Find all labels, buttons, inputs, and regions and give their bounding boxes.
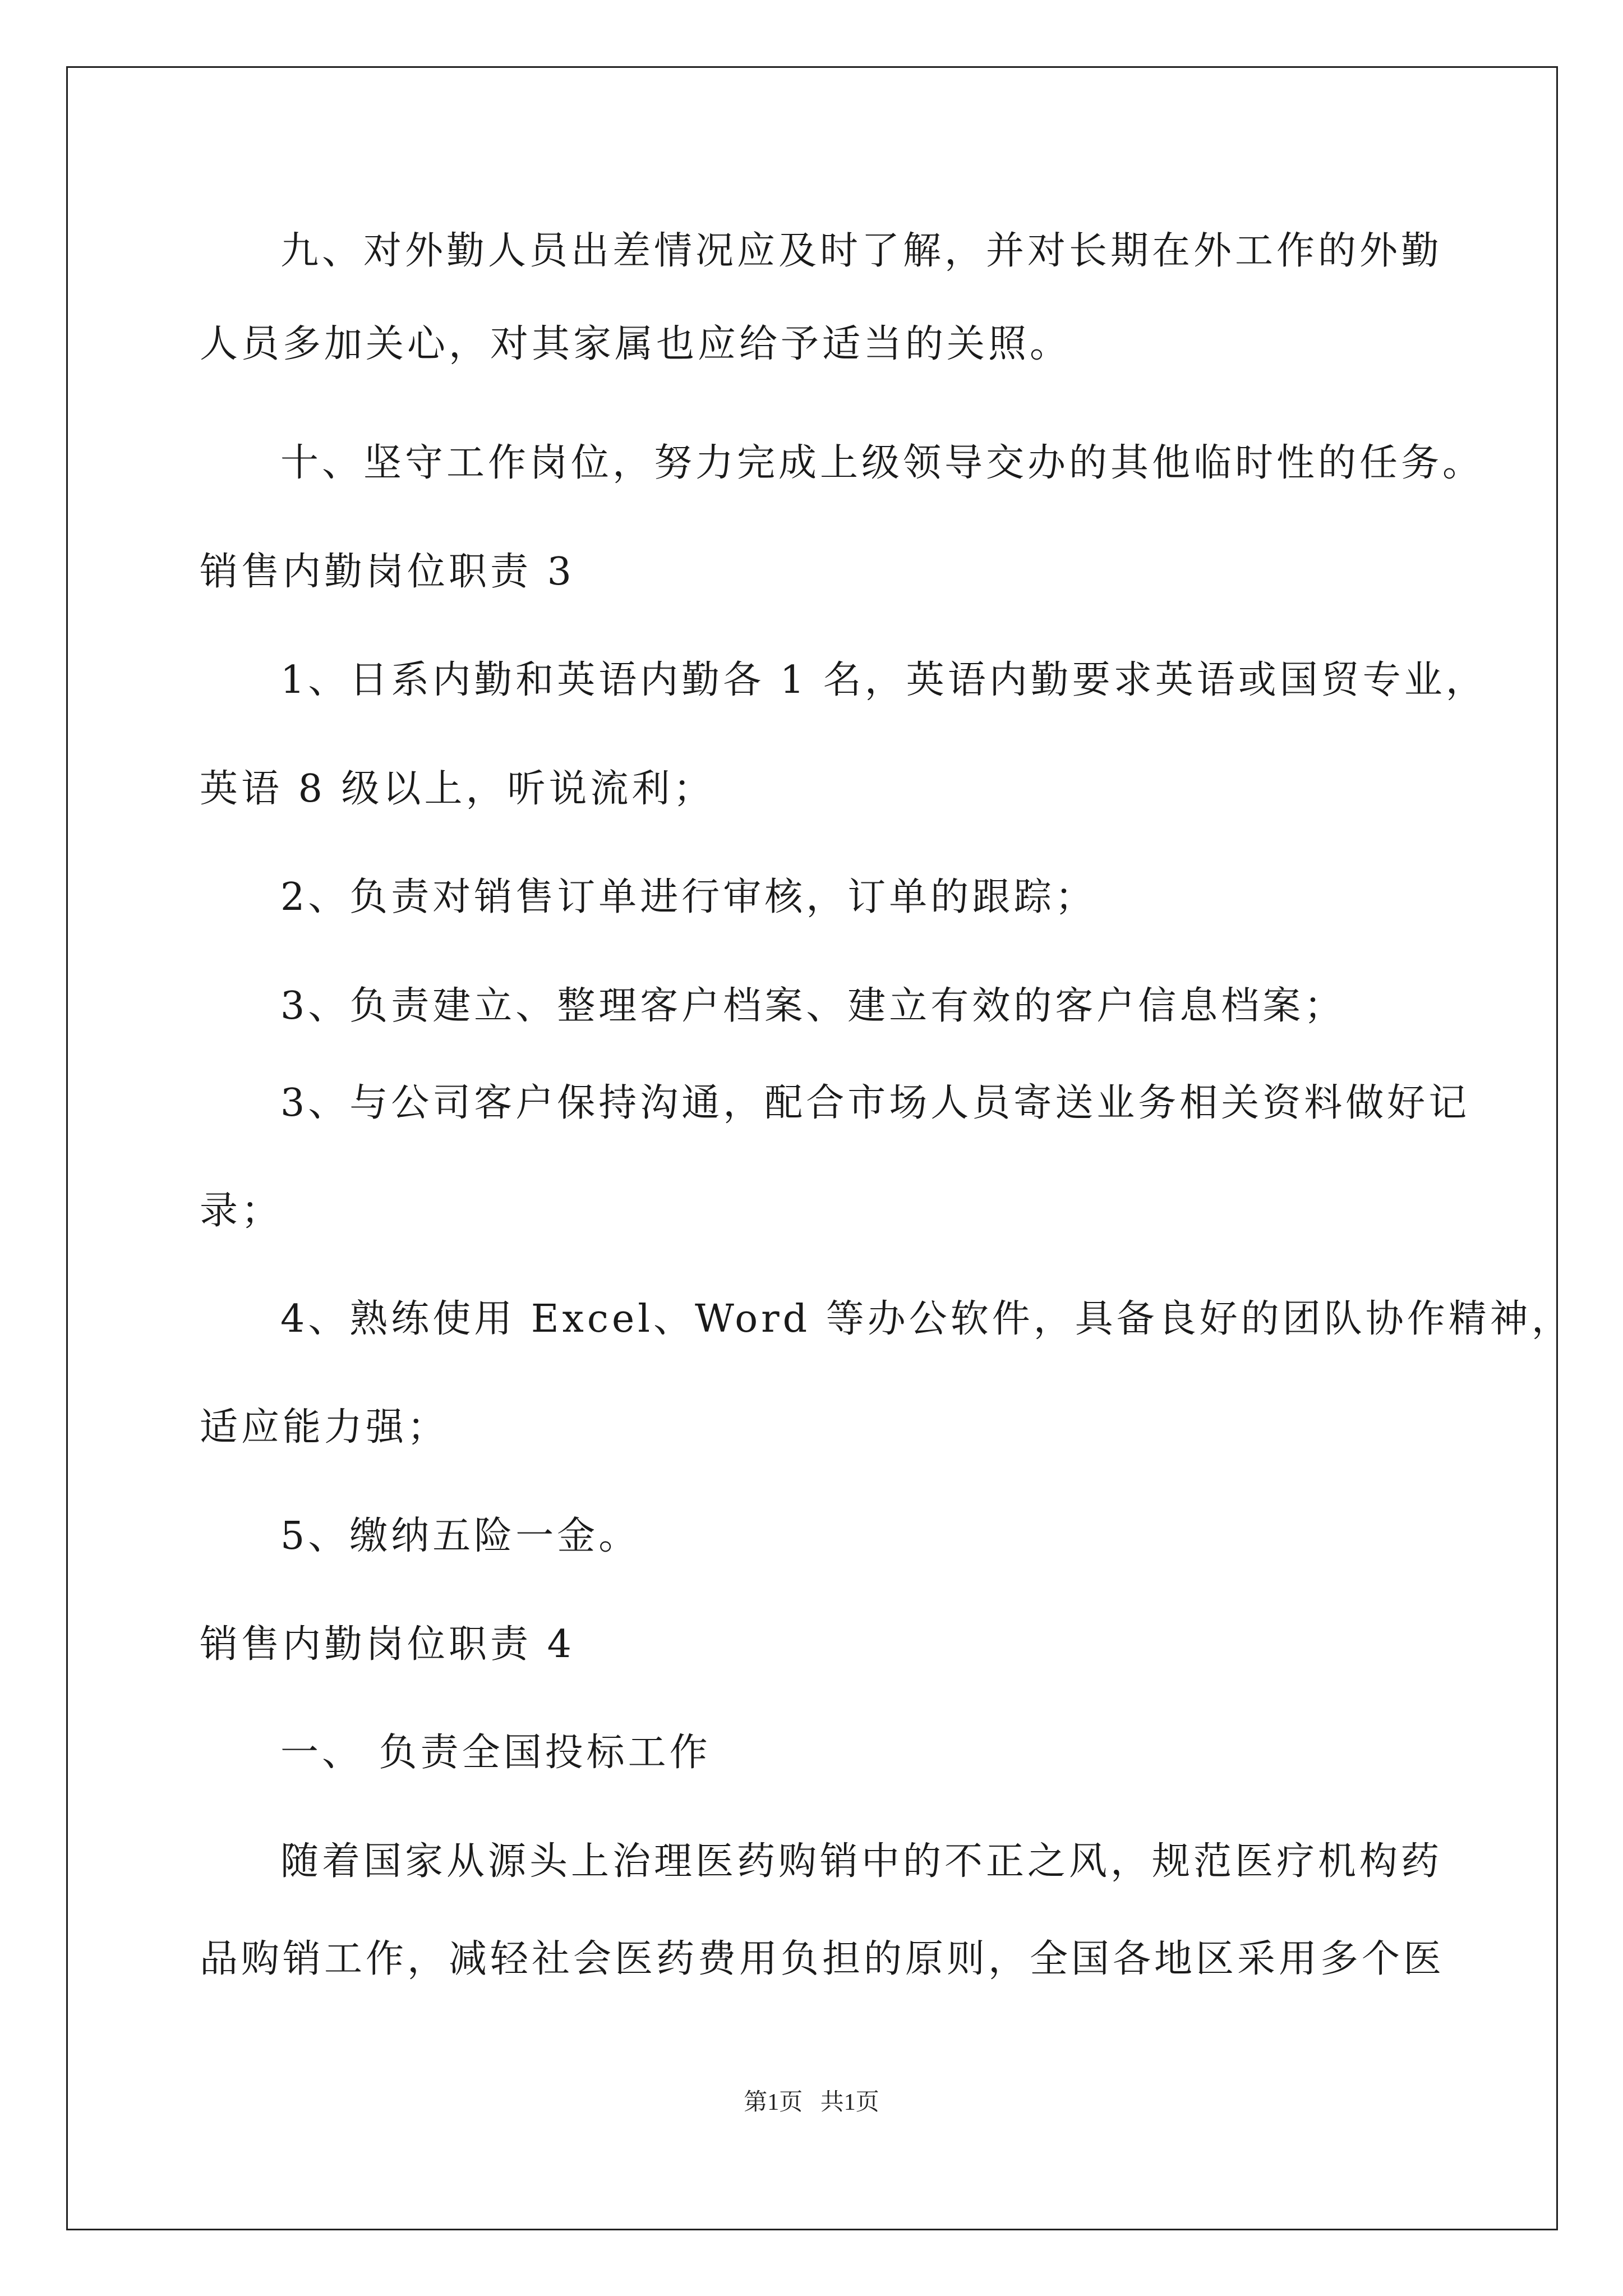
paragraph-line: 3、负责建立、整理客户档案、建立有效的客户信息档案； <box>280 984 1346 1028</box>
paragraph-line: 录； <box>200 1189 283 1233</box>
page-border <box>66 66 1558 2230</box>
section-heading: 销售内勤岗位职责 4 <box>200 1622 575 1667</box>
paragraph-line: 九、对外勤人员出差情况应及时了解，并对长期在外工作的外勤 <box>280 229 1443 273</box>
paragraph-line: 3、与公司客户保持沟通，配合市场人员寄送业务相关资料做好记 <box>280 1081 1470 1125</box>
paragraph-line: 1、日系内勤和英语内勤各 1 名，英语内勤要求英语或国贸专业， <box>280 658 1487 702</box>
paragraph-line: 十、坚守工作岗位，努力完成上级领导交办的其他临时性的任务。 <box>280 441 1484 485</box>
paragraph-line: 5、缴纳五险一金。 <box>280 1514 640 1558</box>
paragraph-line: 英语 8 级以上，听说流利； <box>200 767 715 811</box>
paragraph-line: 适应能力强； <box>200 1405 449 1450</box>
paragraph-line: 人员多加关心，对其家属也应给予适当的关照。 <box>200 322 1072 366</box>
paragraph-line: 品购销工作，减轻社会医药费用负担的原则，全国各地区采用多个医 <box>200 1937 1445 1981</box>
paragraph-line: 一、 负责全国投标工作 <box>280 1731 711 1775</box>
paragraph-line: 随着国家从源头上治理医药购销中的不正之风，规范医疗机构药 <box>280 1839 1443 1884</box>
page-footer: 第1页 共1页 <box>744 2090 879 2115</box>
paragraph-line: 2、负责对销售订单进行审核，订单的跟踪； <box>280 875 1097 919</box>
paragraph-line: 4、熟练使用 Excel、Word 等办公软件，具备良好的团队协作精神， <box>280 1297 1573 1341</box>
section-heading: 销售内勤岗位职责 3 <box>200 550 575 594</box>
